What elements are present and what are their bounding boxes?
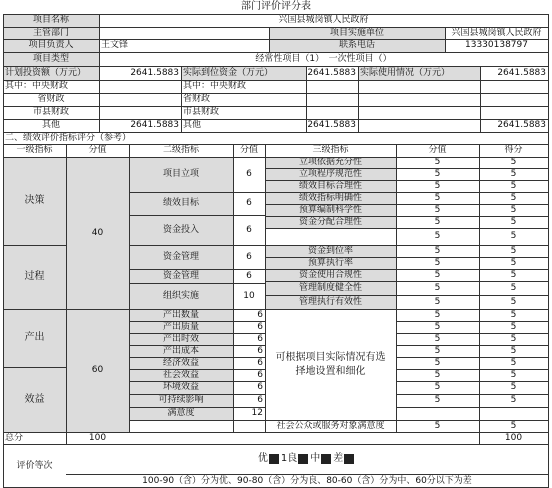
level3-label: 立项程序规范性 xyxy=(265,168,396,180)
level2-label: 环境效益 xyxy=(129,381,233,394)
actual-value: 2641.5883 xyxy=(307,67,356,78)
plan-label: 计划投资额（万元） xyxy=(3,66,99,80)
phone-value: 13330138797 xyxy=(465,40,528,50)
level2-label: 产出时效 xyxy=(129,333,233,345)
central-left-label: 其中：中央财政 xyxy=(5,81,69,91)
free-got: 5 xyxy=(510,382,517,392)
level3-label: 管理执行有效性 xyxy=(265,295,396,309)
level3-got: 5 xyxy=(510,296,517,307)
type-label: 项目类型 xyxy=(3,52,99,66)
level3-score: 5 xyxy=(434,231,441,241)
free-got: 5 xyxy=(510,345,517,356)
unit-label: 项目实施单位 xyxy=(269,27,445,39)
level2-score: 6 xyxy=(246,251,252,262)
free-got: 5 xyxy=(510,333,517,344)
level3-score: 5 xyxy=(434,257,441,268)
free-score: 5 xyxy=(434,345,441,356)
level3-label: 资金使用合规性 xyxy=(265,269,396,281)
grade-medium: 中 xyxy=(310,453,321,464)
level2-label: 资金管理 xyxy=(129,245,233,269)
level3-label: 资金分配合理性 xyxy=(265,216,396,228)
level1-decision: 决策 xyxy=(3,157,66,245)
header-level3-score: 分值 xyxy=(428,145,447,155)
level2-score: 6 xyxy=(257,333,263,344)
grade-poor: 差 xyxy=(333,453,344,464)
free-score: 5 xyxy=(434,321,441,332)
province-mid-label: 省财政 xyxy=(183,94,211,104)
level3-got: 5 xyxy=(510,204,517,215)
other-right-value: 2641.5883 xyxy=(497,120,546,130)
level3-got: 5 xyxy=(510,157,517,167)
level3-score: 5 xyxy=(434,296,441,307)
total-label: 总分 xyxy=(5,432,24,443)
free-got: 5 xyxy=(510,321,517,332)
project-name-label: 项目名称 xyxy=(3,14,99,27)
level3-label: 预算编制科学性 xyxy=(265,204,396,216)
level3-label: 绩效目标合理性 xyxy=(265,180,396,192)
level3-score: 5 xyxy=(434,180,441,191)
header-level1-score: 分值 xyxy=(88,145,107,155)
used-value: 2641.5883 xyxy=(497,67,546,78)
free-note: 可根据项目实际情况有选择地设置和细化 xyxy=(275,352,386,377)
sheet-title: 部门评价评分表 xyxy=(241,1,311,12)
level3-got: 5 xyxy=(510,257,517,268)
dept-label: 主管部门 xyxy=(3,27,99,39)
level2-score: 6 xyxy=(257,369,263,380)
level2-label: 项目立项 xyxy=(129,157,233,192)
free-score: 5 xyxy=(434,395,441,405)
checkbox-icon xyxy=(298,454,308,464)
level3-blank xyxy=(265,228,396,245)
header-level1: 一级指标 xyxy=(16,145,53,155)
other-mid-label: 其他 xyxy=(183,120,202,130)
level2-score: 6 xyxy=(257,309,263,320)
level2-score: 12 xyxy=(251,408,263,418)
level2-score: 6 xyxy=(257,321,263,332)
level2-score: 6 xyxy=(257,395,263,405)
free-score: 5 xyxy=(434,369,441,380)
level3-got: 5 xyxy=(510,245,517,256)
leader-label: 项目负责人 xyxy=(3,39,99,52)
level3-score: 5 xyxy=(434,168,441,179)
satisfaction-got: 5 xyxy=(510,420,517,431)
level3-score: 5 xyxy=(434,269,441,280)
level3-score: 5 xyxy=(434,216,441,227)
free-got: 5 xyxy=(510,357,517,368)
project-name-value: 兴国县城岗镇人民政府 xyxy=(278,15,369,25)
level3-label: 资金到位率 xyxy=(265,245,396,257)
grade-excellent: 优 xyxy=(257,453,268,464)
header-got: 得分 xyxy=(504,145,523,155)
free-score: 5 xyxy=(434,309,441,320)
level2-label: 资金管理 xyxy=(129,269,233,283)
grade-options xyxy=(66,444,548,474)
header-level2-score: 分值 xyxy=(239,145,258,155)
checkbox-icon xyxy=(269,454,279,464)
level2-label: 绩效目标 xyxy=(129,192,233,215)
level2-label: 社会效益 xyxy=(129,369,233,381)
level3-got: 5 xyxy=(510,192,517,203)
checkbox-icon xyxy=(321,454,331,464)
leader-value: 王文锋 xyxy=(101,40,129,50)
level2-label: 经济效益 xyxy=(129,357,233,369)
grade-good: 良 xyxy=(287,453,298,464)
level2-label: 可持续影响 xyxy=(129,394,233,407)
level3-score: 5 xyxy=(434,192,441,203)
level3-got: 5 xyxy=(510,231,517,241)
level2-score: 6 xyxy=(246,270,252,281)
actual-label: 实际到位资金（万元） xyxy=(181,66,306,80)
level1-output: 产出 xyxy=(3,309,66,367)
level2-score: 6 xyxy=(246,224,252,235)
level3-score: 5 xyxy=(434,157,441,167)
level2-label: 资金投入 xyxy=(129,215,233,245)
section-2-title: 二、绩效评价指标评分（参考） xyxy=(5,132,132,143)
level2-score: 6 xyxy=(246,198,252,208)
level2-label: 产出数量 xyxy=(129,309,233,321)
unit-value: 兴国县城岗镇人民政府 xyxy=(451,27,542,38)
phone-label: 联系电话 xyxy=(269,39,445,52)
level3-got: 5 xyxy=(510,168,517,179)
header-level2: 二级指标 xyxy=(162,145,199,155)
dept-value xyxy=(99,27,269,39)
free-score: 5 xyxy=(434,333,441,344)
level3-label: 预算执行率 xyxy=(265,257,396,269)
city-left-label: 市县财政 xyxy=(32,107,69,117)
central-mid-label: 其中：中央财政 xyxy=(183,81,247,91)
grade-label: 评价等次 xyxy=(16,460,53,471)
level2-label: 满意度 xyxy=(129,407,233,420)
level1-score-a: 40 xyxy=(66,157,129,309)
satisfaction-score: 5 xyxy=(434,420,441,431)
level2-score: 6 xyxy=(246,169,252,179)
used-label: 实际使用情况（万元） xyxy=(358,66,480,80)
level3-got: 5 xyxy=(510,180,517,191)
level2-score: 6 xyxy=(257,382,263,392)
level3-score: 5 xyxy=(434,282,441,293)
total-got: 100 xyxy=(504,432,523,443)
level1-effect: 效益 xyxy=(3,367,66,432)
free-got: 5 xyxy=(510,369,517,380)
province-left-label: 省财政 xyxy=(37,94,65,104)
level2-score: 10 xyxy=(243,290,255,301)
other-left-value: 2641.5883 xyxy=(130,120,179,130)
level1-score-b: 60 xyxy=(66,309,129,432)
satisfaction-label: 社会公众或服务对象满意度 xyxy=(276,420,385,431)
level3-score: 5 xyxy=(434,245,441,256)
free-score: 5 xyxy=(434,357,441,368)
level3-label: 绩效指标明确性 xyxy=(265,192,396,204)
level3-got: 5 xyxy=(510,269,517,280)
plan-value: 2641.5883 xyxy=(130,67,179,78)
level3-score: 5 xyxy=(434,204,441,215)
level3-label: 管理制度健全性 xyxy=(265,281,396,295)
free-score: 5 xyxy=(434,382,441,392)
free-got: 5 xyxy=(510,395,517,405)
level3-label: 立项依据充分性 xyxy=(265,157,396,168)
total-score: 100 xyxy=(88,432,107,443)
level2-score: 6 xyxy=(257,345,263,356)
grade-rule: 100-90（含）分为优、90-80（含）分为良、80-60（含）分为中、60分以下为差 xyxy=(142,475,472,486)
header-level3: 三级指标 xyxy=(312,145,349,155)
checkbox-icon xyxy=(344,454,354,464)
level2-label: 产出成本 xyxy=(129,345,233,357)
level3-got: 5 xyxy=(510,282,517,293)
free-score-blank xyxy=(396,407,479,420)
other-left-label: 其他 xyxy=(41,120,60,130)
level2-label: 组织实施 xyxy=(129,283,233,309)
level1-process: 过程 xyxy=(3,245,66,309)
other-mid-value: 2641.5883 xyxy=(307,120,356,130)
level2-label: 产出质量 xyxy=(129,321,233,333)
grade-good-prefix: 1 xyxy=(280,453,288,464)
city-mid-label: 市县财政 xyxy=(183,107,220,117)
free-got: 5 xyxy=(510,309,517,320)
type-value: 经常性项目（1） 一次性项目（） xyxy=(255,53,392,64)
free-got-blank xyxy=(479,407,548,420)
level3-got: 5 xyxy=(510,216,517,227)
level2-score: 6 xyxy=(257,357,263,368)
